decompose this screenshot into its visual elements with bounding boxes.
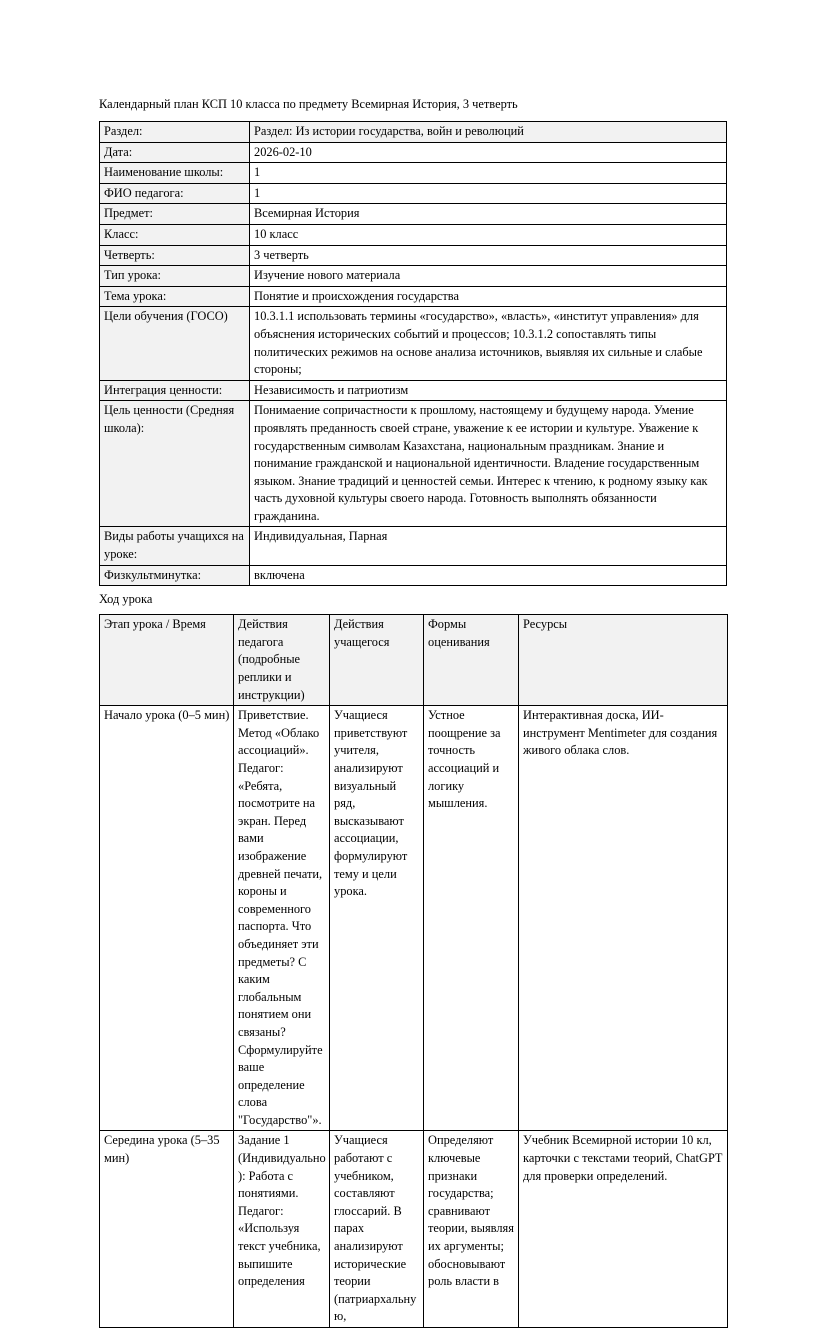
info-row-value: 10 класс: [250, 224, 727, 245]
lesson-flow-head: [100, 615, 728, 706]
lesson-flow-table: [99, 614, 728, 1328]
flow-cell-stage: Середина урока (5–35 мин): [100, 1131, 234, 1328]
info-row: [100, 204, 727, 225]
info-row: [100, 307, 727, 380]
flow-column-header: Этап урока / Время: [100, 615, 234, 706]
flow-cell-stage: Начало урока (0–5 мин): [100, 706, 234, 1131]
table-row: [100, 706, 728, 1131]
info-row-label: Дата:: [100, 142, 250, 163]
info-row: [100, 401, 727, 527]
info-row-value: Изучение нового материала: [250, 266, 727, 287]
info-row-label: Тема урока:: [100, 286, 250, 307]
info-row-label: Интеграция ценности:: [100, 380, 250, 401]
info-row-value: 2026-02-10: [250, 142, 727, 163]
info-row-value: Понятие и происхождения государства: [250, 286, 727, 307]
info-row: [100, 163, 727, 184]
info-row-value: Раздел: Из истории государства, войн и революций: [250, 122, 727, 143]
flow-heading: Ход урока: [99, 592, 153, 607]
flow-cell-student: Учащиеся работают с учебником, составляют глоссарий. В парах анализируют исторические теории (патриархальную,: [330, 1131, 424, 1328]
info-row-value: включена: [250, 565, 727, 586]
flow-column-header: Формы оценивания: [424, 615, 519, 706]
lesson-info-table: [99, 121, 727, 586]
flow-column-header: Действия учащегося: [330, 615, 424, 706]
info-row-value: 3 четверть: [250, 245, 727, 266]
info-row: [100, 380, 727, 401]
flow-header-row: [100, 615, 728, 706]
flow-cell-teacher: Задание 1 (Индивидуально): Работа с понятиями. Педагог: «Используя текст учебника, выпишите определения: [234, 1131, 330, 1328]
flow-cell-resources: Учебник Всемирной истории 10 кл, карточки с текстами теорий, ChatGPT для проверки определений.: [519, 1131, 728, 1328]
info-row: [100, 266, 727, 287]
flow-cell-assessment: Определяют ключевые признаки государства; сравнивают теории, выявляя их аргументы; обосновывают роль власти в: [424, 1131, 519, 1328]
info-row-label: Физкультминутка:: [100, 565, 250, 586]
info-row-value: Всемирная История: [250, 204, 727, 225]
info-row-label: Тип урока:: [100, 266, 250, 287]
page-title: Календарный план КСП 10 класса по предмету Всемирная История, 3 четверть: [99, 97, 518, 111]
flow-column-header: Ресурсы: [519, 615, 728, 706]
info-row-value: Независимость и патриотизм: [250, 380, 727, 401]
flow-cell-assessment: Устное поощрение за точность ассоциаций и логику мышления.: [424, 706, 519, 1131]
info-row-label: Цели обучения (ГОСО): [100, 307, 250, 380]
flow-cell-teacher: Приветствие. Метод «Облако ассоциаций». Педагог: «Ребята, посмотрите на экран. Перед вами изображение древней печати, короны и современного паспорта. Что объединяет эти предметы? С каким глобальным понятием они связаны? Сформулируйте ваше определение слова "Государство"».: [234, 706, 330, 1131]
info-row: [100, 527, 727, 565]
info-row-label: ФИО педагога:: [100, 183, 250, 204]
flow-column-header: Действия педагога (подробные реплики и инструкции): [234, 615, 330, 706]
table-row: [100, 1131, 728, 1328]
info-row-label: Наименование школы:: [100, 163, 250, 184]
flow-cell-student: Учащиеся приветствуют учителя, анализируют визуальный ряд, высказывают ассоциации, формулируют тему и цели урока.: [330, 706, 424, 1131]
info-row: [100, 142, 727, 163]
info-row-value: 1: [250, 183, 727, 204]
info-row: [100, 565, 727, 586]
info-row: [100, 183, 727, 204]
lesson-info-body: [100, 122, 727, 586]
info-row: [100, 122, 727, 143]
info-row-value: Понимаение сопричастности к прошлому, настоящему и будущему народа. Умение проявлять преданность своей стране, уважение к ее истории и культуре. Уважение к государственным символам Казахстана, национальным праздникам. Знание и понимание гражданской и национальной идентичности. Владение государственным языком. Знание традиций и ценностей семьи. Интерес к чтению, к родному языку как часть духовной культуры своего народа. Готовность выполнять обязанности гражданина.: [250, 401, 727, 527]
info-row-value: Индивидуальная, Парная: [250, 527, 727, 565]
info-row: [100, 245, 727, 266]
lesson-flow-body: [100, 706, 728, 1328]
info-row-label: Предмет:: [100, 204, 250, 225]
info-row-label: Четверть:: [100, 245, 250, 266]
info-row-label: Виды работы учащихся на уроке:: [100, 527, 250, 565]
info-row-label: Класс:: [100, 224, 250, 245]
flow-cell-resources: Интерактивная доска, ИИ-инструмент Mentimeter для создания живого облака слов.: [519, 706, 728, 1131]
info-row: [100, 224, 727, 245]
info-row-label: Раздел:: [100, 122, 250, 143]
info-row-value: 10.3.1.1 использовать термины «государство», «власть», «институт управления» для объяснения исторических событий и процессов; 10.3.1.2 сопоставлять типы политических режимов на основе анализа источников, выявляя их сильные и слабые стороны;: [250, 307, 727, 380]
info-row: [100, 286, 727, 307]
info-row-value: 1: [250, 163, 727, 184]
info-row-label: Цель ценности (Средняя школа):: [100, 401, 250, 527]
